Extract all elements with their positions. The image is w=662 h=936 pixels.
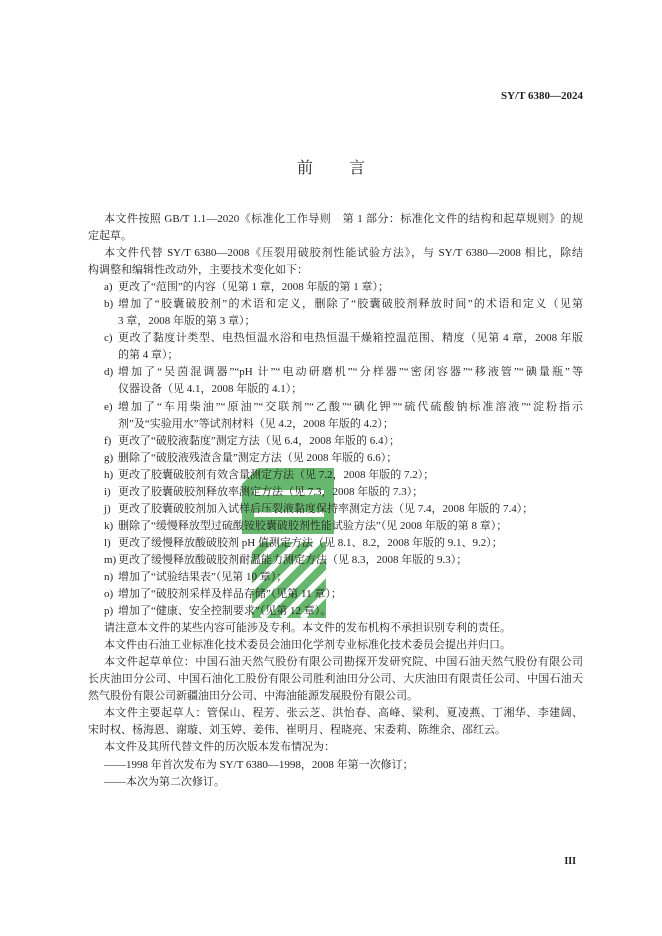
- list-marker: l): [104, 536, 111, 549]
- list-item: [0, 467, 662, 484]
- list-item-line: 更改了“破胶液黏度”测定方法（见 6.4，2008 年版的 6.4）；: [118, 434, 401, 447]
- list-item-line: 增加了“健康、安全控制要求”（见第 12 章）。: [118, 605, 332, 618]
- paragraph-replacement: [0, 245, 662, 279]
- paragraph-line: 本文件及其所代替文件的历次版本发布情况为：: [104, 741, 335, 754]
- list-marker: g): [104, 451, 114, 464]
- paragraph-drafting-rules: [0, 211, 662, 245]
- list-item: [0, 552, 662, 569]
- list-item: [0, 535, 662, 552]
- list-item-line: 增加了“车用柴油”“原油”“交联剂”“乙酸”“碘化钾”“硫代硫酸钠标准溶液”“淀粉指示: [118, 400, 583, 413]
- paragraph-line: 定起草。: [88, 230, 132, 243]
- paragraph-drafters: [0, 705, 662, 739]
- paragraph-line: 宋时权、杨海恩、谢璇、刘玉婷、姜伟、崔明月、程晓亮、宋委莉、陈维余、邵红云。: [88, 724, 506, 737]
- list-marker: e): [104, 400, 113, 413]
- list-marker: f): [104, 434, 112, 447]
- list-item: [0, 518, 662, 535]
- list-item: [0, 501, 662, 518]
- list-item: [0, 484, 662, 501]
- list-item: [0, 330, 662, 364]
- paragraph-line: 然气股份有限公司新疆油田分公司、中海油能源发展股份有限公司。: [88, 690, 418, 703]
- list-marker: n): [104, 570, 114, 583]
- paragraph-line: 构调整和编辑性改动外，主要技术变化如下：: [88, 264, 308, 277]
- list-item-line: 增加了“胶囊破胶剂”的术语和定义，删除了“胶囊破胶剂释放时间”的术语和定义（见第: [118, 298, 583, 311]
- paragraph-proposer: [0, 637, 662, 654]
- paragraph-line: 长庆油田分公司、中国石油化工股份有限公司胜利油田分公司、大庆油田有限责任公司、中国石油天: [88, 673, 583, 686]
- paragraph-line: ——本次为第二次修订。: [104, 775, 225, 788]
- paragraph-line: 本文件主要起草人：管保山、程芳、张云芝、洪怡春、高峰、梁利、夏凌燕、丁湘华、李建阔、: [104, 707, 583, 720]
- list-marker: c): [104, 332, 113, 345]
- list-item: [0, 586, 662, 603]
- list-item-line: 更改了胶囊破胶剂释放率测定方法（见 7.3，2008 年版的 7.3）；: [118, 485, 424, 498]
- section-title: 前 言: [296, 158, 375, 177]
- list-item-line: 增加了“吴茵混调器”“pH 计”“电动研磨机”“分样器”“密闭容器”“移液管”“碘量瓶”等: [118, 366, 583, 379]
- list-item-line: 仪器设备（见 4.1，2008 年版的 4.1）；: [118, 383, 303, 396]
- list-marker: j): [104, 502, 111, 515]
- list-item-line: 增加了“试验结果表”（见第 10 章）；: [118, 570, 288, 583]
- list-marker: d): [104, 366, 114, 379]
- list-item-line: 更改了缓慢释放酸破胶剂 pH 值测定方法（见 8.1、8.2，2008 年版的 9.1、9.2）；: [118, 536, 503, 549]
- paragraph-line: 本文件由石油工业标准化技术委员会油田化学剂专业标准化技术委员会提出并归口。: [104, 639, 511, 652]
- list-marker: h): [104, 468, 114, 481]
- list-item: [0, 603, 662, 620]
- list-marker: a): [104, 281, 113, 294]
- list-marker: k): [104, 519, 114, 532]
- list-item: [0, 364, 662, 398]
- list-item-line: 的第 4 章）；: [118, 349, 179, 362]
- list-item: [0, 296, 662, 330]
- page-number: III: [564, 856, 576, 867]
- list-item-line: 剂”及“实验用水”等试剂材料（见 4.2，2008 年版的 4.2）；: [118, 417, 394, 430]
- list-item: [0, 279, 662, 296]
- version-history-entry: [0, 757, 662, 774]
- paragraph-drafting-organizations: [0, 654, 662, 705]
- list-item-line: 3 章，2008 年版的第 3 章）；: [118, 315, 256, 328]
- list-item-line: 删除了“破胶液残渣含量”测定方法（见 2008 年版的 6.6）；: [118, 451, 398, 464]
- list-item-line: 更改了胶囊破胶剂有效含量测定方法（见 7.2，2008 年版的 7.2）；: [118, 468, 435, 481]
- list-item: [0, 399, 662, 433]
- paragraph-patent-notice: [0, 620, 662, 637]
- list-item-line: 增加了“破胶剂采样及样品存储”（见第 11 章）；: [118, 588, 342, 601]
- paragraph-line: 请注意本文件的某些内容可能涉及专利。本文件的发布机构不承担识别专利的责任。: [104, 622, 511, 635]
- list-item-line: 更改了黏度计类型、电热恒温水浴和电热恒温干燥箱控温范围、精度（见第 4 章，2008 年版: [118, 332, 583, 345]
- list-marker: b): [104, 298, 114, 311]
- list-item: [0, 569, 662, 586]
- preface-body: [0, 211, 662, 791]
- standard-code: SY/T 6380—2024: [500, 90, 583, 102]
- list-item-line: 更改了“范围”的内容（见第 1 章，2008 年版的第 1 章）；: [118, 281, 390, 294]
- list-marker: p): [104, 605, 114, 618]
- list-item: [0, 450, 662, 467]
- list-item: [0, 433, 662, 450]
- changes-list: [0, 279, 662, 620]
- paragraph-line: 本文件代替 SY/T 6380—2008《压裂用破胶剂性能试验方法》，与 SY/T 6380—2008 相比，除结: [104, 247, 583, 260]
- paragraph-line: ——1998 年首次发布为 SY/T 6380—1998，2008 年第一次修订；: [104, 758, 414, 771]
- paragraph-line: 本文件起草单位：中国石油天然气股份有限公司勘探开发研究院、中国石油天然气股份有限公司: [104, 656, 583, 669]
- list-item-line: 删除了“缓慢释放型过硫酸铵胶囊破胶剂性能试验方法”（见 2008 年版的第 8 章）；: [118, 519, 508, 532]
- paragraph-version-history: [0, 739, 662, 756]
- paragraph-line: 本文件按照 GB/T 1.1—2020《标准化工作导则 第 1 部分：标准化文件的结构和起草规则》的规: [104, 213, 583, 225]
- list-marker: m): [104, 553, 117, 566]
- list-marker: o): [104, 588, 114, 601]
- list-item-line: 更改了胶囊破胶剂加入试样后压裂液黏度保持率测定方法（见 7.4，2008 年版的 7.4）；: [118, 502, 534, 515]
- version-history-entry: [0, 774, 662, 791]
- list-marker: i): [104, 485, 111, 498]
- list-item-line: 更改了缓慢释放酸破胶剂耐温能力测定方法（见 8.3，2008 年版的 9.3）；: [118, 553, 468, 566]
